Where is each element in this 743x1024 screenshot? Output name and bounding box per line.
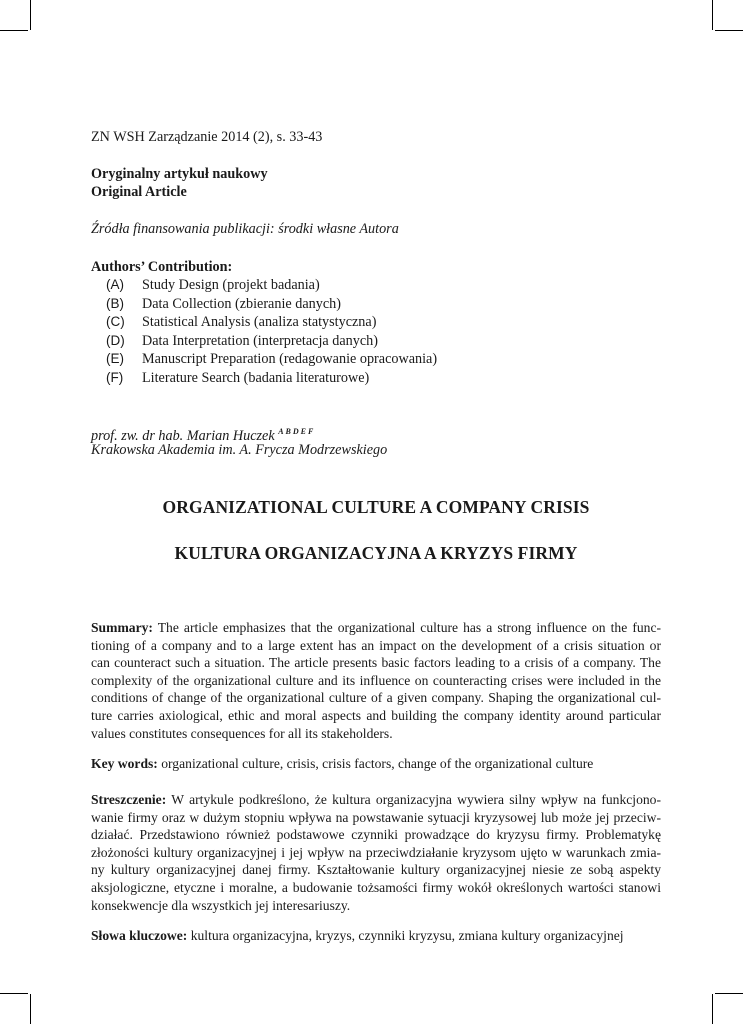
crop-mark — [715, 30, 743, 31]
title-english: ORGANIZATIONAL CULTURE A COMPANY CRISIS — [162, 497, 590, 517]
paragraph-line-text: W artykule podkreślono, że kultura organizacyjna wywiera silny wpływ na funkcjono- — [171, 792, 661, 807]
crop-mark — [715, 993, 743, 994]
article-type-pl: Oryginalny artykuł naukowy — [91, 166, 268, 182]
paragraph-line — [91, 897, 661, 915]
paragraph-line-text: aksjologiczne, etyczne i moralne, a budowanie tożsamości firmy wokół określonych wartości stanowi — [91, 879, 661, 895]
paragraph-line — [91, 826, 661, 844]
paragraph-line — [91, 672, 661, 690]
paragraph-line — [91, 861, 661, 879]
crop-mark — [0, 993, 28, 994]
slowa-kluczowe-label: Słowa kluczowe: — [91, 928, 188, 943]
paragraph-line-text: complexity of the organizational culture and its influence on counteracting crises were included in the — [91, 672, 661, 688]
contribution-item — [106, 276, 320, 294]
contribution-letter: (A) — [106, 277, 124, 292]
keywords-text: organizational culture, crisis, crisis factors, change of the organizational culture — [161, 756, 594, 771]
title-polish: KULTURA ORGANIZACYJNA A KRYZYS FIRMY — [174, 543, 578, 563]
paragraph-line — [91, 654, 661, 672]
streszczenie-label: Streszczenie: — [91, 792, 167, 807]
contribution-text: Manuscript Preparation (redagowanie opracowania) — [142, 351, 438, 367]
contribution-text: Data Collection (zbieranie danych) — [142, 295, 341, 312]
contribution-text: Statistical Analysis (analiza statystyczna) — [142, 314, 377, 330]
paragraph-line-text: działać. Przedstawiono również podstawowe czynniki prowadzące do kryzysu firmy. Problematykę — [91, 827, 661, 843]
contribution-letter: (B) — [106, 295, 124, 311]
streszczenie-paragraph — [91, 791, 661, 914]
paragraph-line — [91, 707, 661, 725]
contribution-item — [106, 313, 376, 331]
paragraph-line-text: wanie firmy oraz w dużym stopniu wpływa na powstawanie sytuacji kryzysowej lub może jej przeciw- — [91, 809, 661, 825]
keywords-label: Key words: — [91, 756, 158, 771]
paragraph-line — [91, 725, 661, 743]
paragraph-line-text: konsekwencje dla wszystkich jej interesariuszy. — [91, 897, 351, 913]
paragraph-line-text: ny kultury organizacyjnej danej firmy. Kształtowanie kultury organizacyjnej niesie ze sobą aspekty — [91, 862, 661, 878]
contribution-letter: (F) — [106, 369, 124, 385]
paragraph-line — [91, 637, 661, 655]
crop-mark — [30, 0, 31, 30]
contribution-item — [106, 369, 369, 387]
paragraph-line-text: values constitutes consequences for all its stakeholders. — [91, 725, 393, 741]
contribution-heading: Authors’ Contribution: — [91, 259, 233, 275]
paragraph-line-text: złożoności kultury organizacyjnej i jej wpływ na przeciwdziałanie kryzysom ujęto w warunkach zmia- — [91, 844, 661, 860]
contribution-item — [106, 350, 437, 368]
paragraph-line — [91, 809, 661, 827]
paragraph-line-text: The article emphasizes that the organizational culture has a strong influence on the func- — [157, 620, 661, 635]
author-name: prof. zw. dr hab. Marian Huczek — [91, 428, 275, 444]
paragraph-line — [91, 844, 661, 862]
paragraph-line — [91, 791, 661, 809]
contribution-letter: (C) — [106, 314, 125, 329]
journal-reference: ZN WSH Zarządzanie 2014 (2), s. 33-43 — [91, 129, 323, 145]
contribution-text: Data Interpretation (interpretacja danych) — [142, 332, 378, 349]
paragraph-line-text: ture carries axiological, ethic and moral aspects and building the company identity around particular — [91, 707, 661, 723]
contribution-letter: (D) — [106, 332, 125, 348]
contribution-text: Literature Search (badania literaturowe) — [142, 369, 370, 386]
keywords-line — [91, 755, 593, 773]
crop-mark — [30, 994, 31, 1024]
paragraph-line-text: conditions of change of the organizational culture of a given company. Shaping the organizational cul- — [91, 690, 661, 706]
summary-label: Summary: — [91, 620, 153, 635]
slowa-kluczowe-text: kultura organizacyjna, kryzys, czynniki kryzysu, zmiana kultury organizacyjnej — [190, 928, 624, 943]
paragraph-line-text: can counteract such a situation. The article presents basic factors leading to a crisis of a company. The — [91, 655, 661, 671]
author-contribution-marks: ABDEF — [278, 427, 316, 436]
contribution-letter: (E) — [106, 351, 124, 366]
crop-mark — [0, 30, 28, 31]
crop-mark — [712, 0, 713, 30]
contribution-item — [106, 332, 378, 350]
paragraph-line-text: tioning of a company and to a large extent has an impact on the development of a crisis situation or — [91, 637, 661, 653]
contribution-text: Study Design (projekt badania) — [142, 277, 320, 293]
paragraph-line — [91, 619, 661, 637]
slowa-kluczowe-line — [91, 927, 624, 945]
crop-mark — [712, 994, 713, 1024]
author-affiliation: Krakowska Akademia im. A. Frycza Modrzewskiego — [91, 442, 388, 458]
funding-source: Źródła finansowania publikacji: środki własne Autora — [91, 221, 399, 237]
contribution-item — [106, 295, 341, 313]
summary-paragraph — [91, 619, 661, 742]
paragraph-line — [91, 689, 661, 707]
paragraph-line — [91, 879, 661, 897]
article-type-en: Original Article — [91, 184, 187, 200]
